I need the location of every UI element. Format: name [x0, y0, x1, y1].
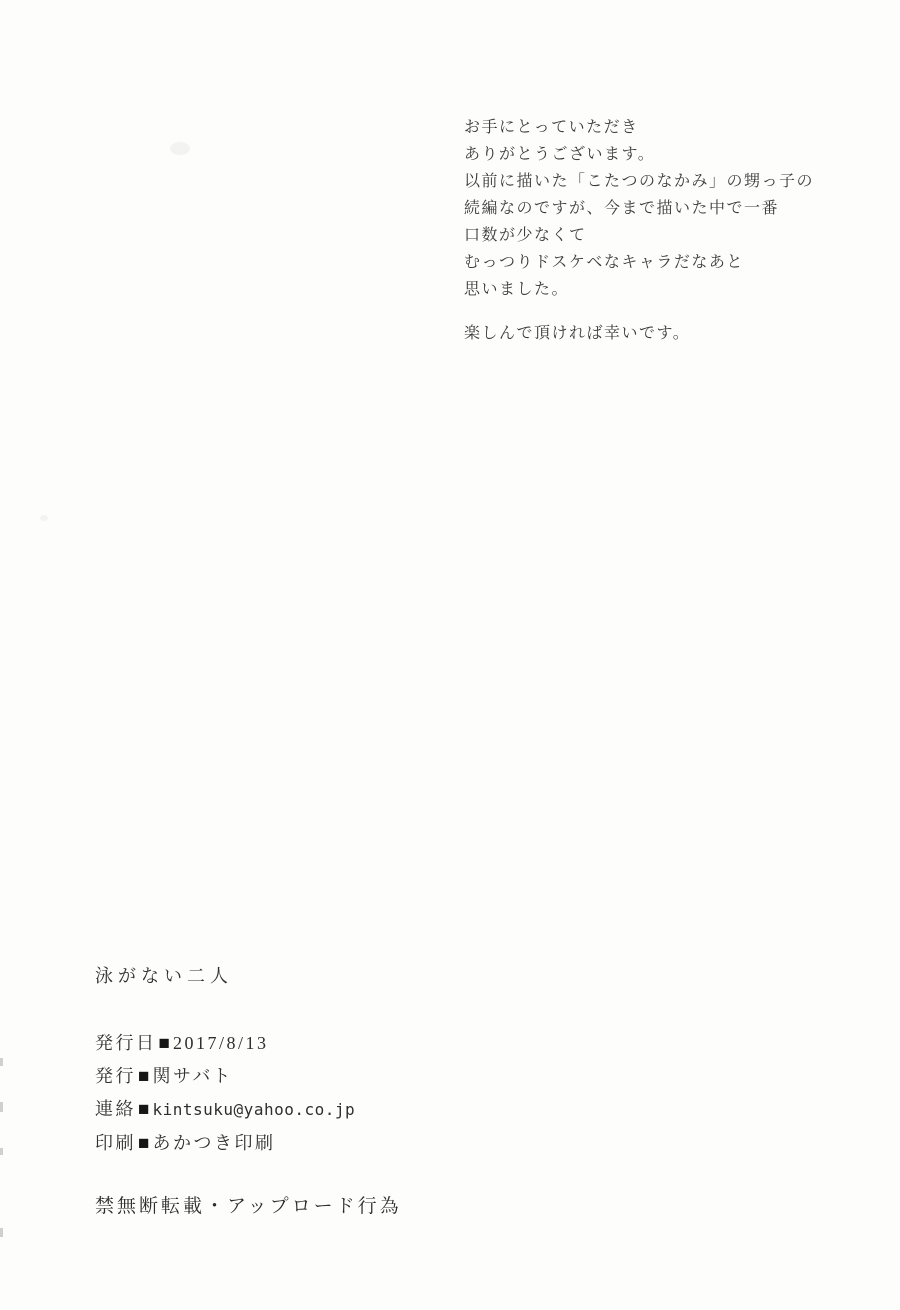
square-marker-icon: ■: [138, 1133, 150, 1154]
colophon-value: 2017/8/13: [172, 1033, 269, 1053]
scan-artifact: [0, 1148, 3, 1155]
colophon-row-printer: [95, 1129, 275, 1155]
afterword-line: 続編なのですが、今まで描いた中で一番: [464, 200, 780, 217]
afterword-line: お手にとっていただき: [464, 119, 639, 136]
square-marker-icon: ■: [138, 1099, 150, 1120]
square-marker-icon: ■: [138, 1066, 150, 1087]
afterword-line: 口数が少なくて: [464, 227, 587, 244]
scan-artifact: [40, 515, 48, 521]
colophon-label: 連絡: [95, 1099, 136, 1119]
no-reproduction-notice: 禁無断転載・アップロード行為: [95, 1196, 402, 1217]
colophon-value: 関サバト: [152, 1066, 234, 1086]
scan-artifact: [0, 1228, 3, 1237]
afterword-text-block: [464, 114, 864, 347]
colophon-row-contact: [95, 1095, 355, 1121]
book-title: 泳がない二人: [95, 966, 233, 986]
contact-email: kintsuku@yahoo.co.jp: [152, 1100, 356, 1119]
afterword-closing-line: 楽しんで頂ければ幸いです。: [464, 325, 691, 342]
afterword-line: むっつりドスケベなキャラだなあと: [464, 254, 744, 271]
scan-artifact: [0, 1102, 3, 1112]
colophon-value: あかつき印刷: [152, 1133, 276, 1153]
colophon-label: 印刷: [95, 1133, 136, 1153]
colophon-row-publisher: [95, 1062, 233, 1088]
square-marker-icon: ■: [158, 1033, 170, 1054]
scan-artifact: [170, 142, 190, 155]
colophon-row-publish-date: [95, 1029, 269, 1055]
afterword-line: ありがとうございます。: [464, 146, 656, 163]
colophon-label: 発行: [95, 1066, 136, 1086]
afterword-line: 思いました。: [464, 281, 570, 298]
colophon-label: 発行日: [95, 1033, 157, 1053]
afterword-line: 以前に描いた「こたつのなかみ」の甥っ子の: [464, 173, 815, 190]
scan-artifact: [0, 1058, 3, 1066]
